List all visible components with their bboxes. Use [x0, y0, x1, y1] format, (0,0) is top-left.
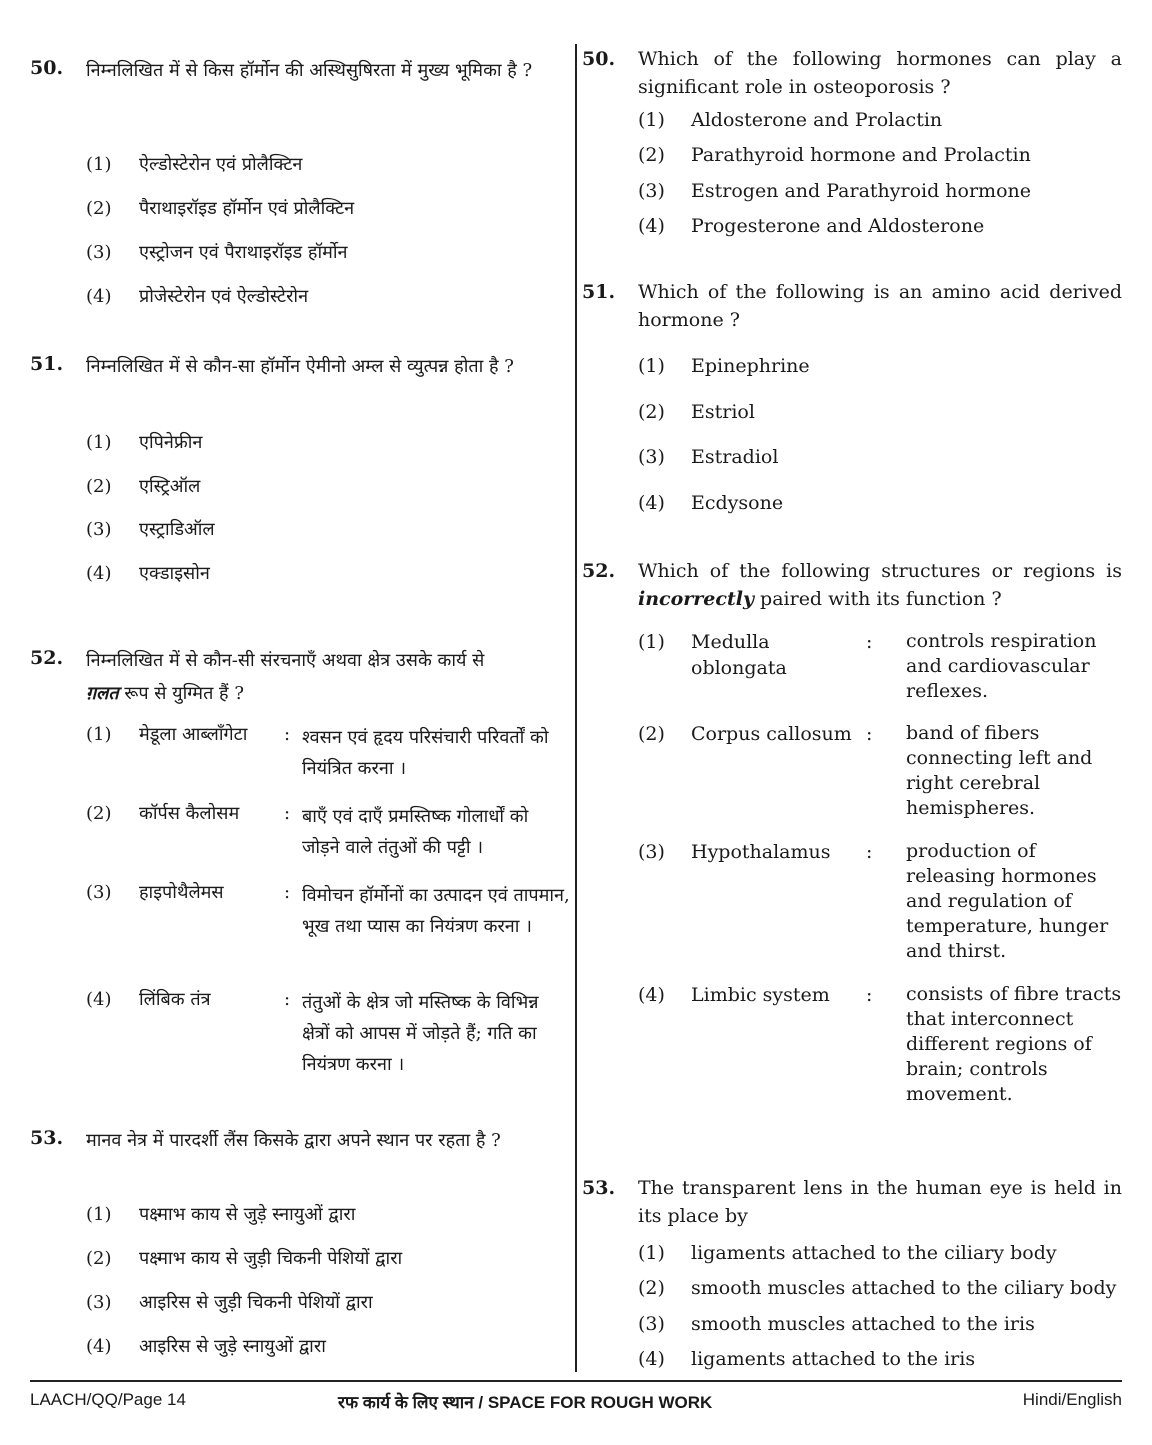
option-number: (1)	[638, 631, 665, 653]
option-4	[638, 490, 1122, 516]
question-text: The transparent lens in the human eye is held in its place by	[638, 1177, 1122, 1227]
option-term: लिंबिक तंत्र	[139, 989, 211, 1010]
rough-work-label	[338, 1390, 712, 1413]
option-number: (3)	[86, 242, 112, 263]
question-number: 52.	[30, 647, 64, 669]
question-text: Which of the following is an amino acid derived hormone ?	[638, 281, 1122, 331]
option-function: बाएँ एवं दाएँ प्रमस्तिष्क गोलार्धों को जोड़ने वाले तंतुओं की पट्टी ।	[302, 806, 529, 858]
option-number: (3)	[638, 841, 665, 863]
question-number: 51.	[582, 281, 616, 303]
option-text: आइरिस से जुड़ी चिकनी पेशियों द्वारा	[139, 1292, 373, 1313]
rough-work-hindi: रफ कार्य के लिए स्थान	[338, 1393, 474, 1412]
option-4	[638, 982, 1122, 1107]
question-text	[86, 644, 570, 710]
option-text: Ecdysone	[691, 492, 784, 514]
option-text: पक्ष्माभ काय से जुड़ी चिकनी पेशियों द्वारा	[139, 1248, 403, 1269]
rough-work-english: SPACE FOR ROUGH WORK	[487, 1393, 713, 1412]
option-4	[86, 561, 570, 587]
option-number: (4)	[86, 1336, 112, 1357]
option-number: (2)	[86, 803, 112, 824]
option-3	[86, 240, 570, 266]
option-text: ligaments attached to the ciliary body	[691, 1242, 1057, 1264]
question-text: निम्नलिखित में से कौन-सा हॉर्मोन ऐमीनो अम्ल से व्युत्पन्न होता है ?	[86, 356, 514, 377]
option-function: consists of fibre tracts that interconnect different regions of brain; controls movement.	[906, 983, 1122, 1105]
option-colon: :	[284, 724, 291, 745]
option-1	[86, 152, 570, 178]
option-colon: :	[866, 984, 873, 1006]
option-text: एक्डाइसोन	[139, 563, 210, 584]
option-number: (4)	[638, 215, 665, 237]
option-term: मेडूला आब्लाँगेटा	[139, 724, 248, 745]
option-text: Estriol	[691, 401, 755, 423]
footer-rule	[30, 1380, 1122, 1382]
option-text: एपिनेफ्रीन	[139, 432, 203, 453]
option-number: (4)	[638, 1348, 665, 1370]
option-colon: :	[284, 882, 291, 903]
option-function: श्वसन एवं हृदय परिसंचारी परिवर्तों को नियंत्रित करना ।	[302, 727, 549, 779]
option-text: Progesterone and Aldosterone	[691, 215, 985, 237]
option-4	[638, 213, 1122, 239]
option-1	[638, 353, 1122, 379]
option-term: कॉर्पस कैलोसम	[139, 803, 240, 824]
question-number: 50.	[30, 57, 64, 79]
option-number: (4)	[86, 989, 112, 1010]
option-3	[86, 517, 570, 543]
option-number: (2)	[638, 144, 665, 166]
option-text: smooth muscles attached to the iris	[691, 1313, 1035, 1335]
option-text: ऐल्डोस्टेरोन एवं प्रोलैक्टिन	[139, 154, 303, 175]
option-3	[638, 839, 1122, 964]
option-text: Estradiol	[691, 446, 779, 468]
question-53-english	[582, 1174, 1122, 1370]
option-function: तंतुओं के क्षेत्र जो मस्तिष्क के विभिन्न क्षेत्रों को आपस में जोड़ते हैं; गति का नियंत्रण करना ।	[302, 992, 539, 1075]
option-text: Estrogen and Parathyroid hormone	[691, 180, 1031, 202]
option-number: (1)	[638, 1242, 665, 1264]
option-2	[86, 474, 570, 500]
emphasis-word: incorrectly	[638, 588, 754, 610]
question-number: 53.	[30, 1127, 64, 1149]
option-2	[638, 721, 1122, 821]
option-1	[638, 629, 1122, 704]
question-number: 52.	[582, 560, 616, 582]
option-term: Limbic system	[691, 984, 830, 1006]
option-1	[86, 1202, 570, 1228]
option-3	[86, 1290, 570, 1316]
option-1	[638, 107, 1122, 133]
option-text: smooth muscles attached to the ciliary body	[691, 1277, 1117, 1299]
option-term: हाइपोथैलेमस	[139, 882, 224, 903]
option-colon: :	[284, 803, 291, 824]
option-number: (3)	[86, 882, 112, 903]
option-number: (4)	[638, 492, 665, 514]
option-number: (2)	[86, 198, 112, 219]
option-text: प्रोजेस्टेरोन एवं ऐल्डोस्टेरोन	[139, 286, 309, 307]
question-50-english	[582, 45, 1122, 237]
option-2	[638, 1275, 1122, 1301]
rough-work-separator: /	[473, 1393, 488, 1412]
option-colon: :	[284, 989, 291, 1010]
option-text: ligaments attached to the iris	[691, 1348, 976, 1370]
option-term: Hypothalamus	[691, 841, 831, 863]
option-2	[86, 196, 570, 222]
option-text: पैराथाइरॉइड हॉर्मोन एवं प्रोलैक्टिन	[139, 198, 355, 219]
option-2	[86, 1246, 570, 1272]
option-number: (2)	[638, 1277, 665, 1299]
option-function: production of releasing hormones and regulation of temperature, hunger and thirst.	[906, 840, 1109, 962]
option-3	[638, 1311, 1122, 1337]
option-number: (2)	[86, 476, 112, 497]
option-2	[638, 399, 1122, 425]
option-2	[86, 801, 570, 863]
option-colon: :	[866, 723, 873, 745]
option-1	[86, 722, 570, 784]
option-number: (1)	[86, 154, 112, 175]
question-number: 53.	[582, 1177, 616, 1199]
option-number: (1)	[638, 109, 665, 131]
option-function: band of fibers connecting left and right cerebral hemispheres.	[906, 722, 1093, 819]
option-number: (2)	[638, 723, 665, 745]
option-2	[638, 142, 1122, 168]
question-text: Which of the following hormones can play a significant role in osteoporosis ?	[638, 48, 1122, 98]
option-text: एस्ट्रोजन एवं पैराथाइरॉइड हॉर्मोन	[139, 242, 348, 263]
option-number: (2)	[86, 1248, 112, 1269]
option-4	[86, 284, 570, 310]
option-number: (3)	[638, 180, 665, 202]
option-term: Corpus callosum	[691, 723, 852, 745]
question-51-english	[582, 278, 1122, 514]
question-number: 50.	[582, 48, 616, 70]
question-text-part: निम्नलिखित में से कौन-सी संरचनाएँ अथवा क्षेत्र उसके कार्य से	[86, 650, 485, 671]
option-number: (3)	[638, 1313, 665, 1335]
question-52-english	[582, 557, 1122, 1105]
option-3	[638, 178, 1122, 204]
option-number: (3)	[638, 446, 665, 468]
option-text: पक्ष्माभ काय से जुड़े स्नायुओं द्वारा	[139, 1204, 356, 1225]
page-footer	[30, 1386, 1122, 1416]
option-number: (4)	[86, 286, 112, 307]
language-label: Hindi/English	[1022, 1390, 1122, 1409]
option-4	[86, 987, 570, 1080]
question-number: 51.	[30, 353, 64, 375]
option-1	[638, 1240, 1122, 1266]
option-number: (3)	[86, 519, 112, 540]
option-number: (4)	[86, 563, 112, 584]
option-text: Parathyroid hormone and Prolactin	[691, 144, 1031, 166]
option-4	[86, 1334, 570, 1360]
option-number: (4)	[638, 984, 665, 1006]
option-number: (2)	[638, 401, 665, 423]
option-text: एस्ट्राडिऑल	[139, 519, 215, 540]
option-colon: :	[866, 631, 873, 653]
option-3	[638, 444, 1122, 470]
option-number: (1)	[638, 355, 665, 377]
emphasis-word: ग़लत	[86, 683, 119, 704]
question-text-part: रूप से युग्मित हैं ?	[118, 683, 244, 704]
option-term: Medulla oblongata	[691, 631, 787, 679]
option-3	[86, 880, 570, 942]
option-function: विमोचन हॉर्मोनों का उत्पादन एवं तापमान, भूख तथा प्यास का नियंत्रण करना ।	[302, 885, 570, 937]
option-text: एस्ट्रिऑल	[139, 476, 201, 497]
option-text: Epinephrine	[691, 355, 810, 377]
option-colon: :	[866, 841, 873, 863]
option-text: आइरिस से जुड़े स्नायुओं द्वारा	[139, 1336, 326, 1357]
option-text: Aldosterone and Prolactin	[691, 109, 943, 131]
question-text-part: paired with its function ?	[754, 588, 1002, 610]
question-text-part: Which of the following structures or regions is	[638, 560, 1122, 582]
option-function: controls respiration and cardiovascular reflexes.	[906, 630, 1097, 702]
option-4	[638, 1346, 1122, 1372]
column-divider	[575, 44, 577, 1372]
option-number: (1)	[86, 432, 112, 453]
page-code: LAACH/QQ/Page 14	[30, 1390, 186, 1409]
option-number: (1)	[86, 1204, 112, 1225]
question-53-hindi	[30, 1124, 570, 1357]
question-50-hindi	[30, 54, 570, 307]
question-52-hindi	[30, 644, 570, 1075]
question-51-hindi	[30, 350, 570, 584]
option-number: (1)	[86, 724, 112, 745]
question-text: निम्नलिखित में से किस हॉर्मोन की अस्थिसुषिरता में मुख्य भूमिका है ?	[86, 60, 533, 81]
question-text	[638, 557, 1122, 613]
option-number: (3)	[86, 1292, 112, 1313]
option-1	[86, 430, 570, 456]
question-text: मानव नेत्र में पारदर्शी लैंस किसके द्वारा अपने स्थान पर रहता है ?	[86, 1130, 501, 1151]
